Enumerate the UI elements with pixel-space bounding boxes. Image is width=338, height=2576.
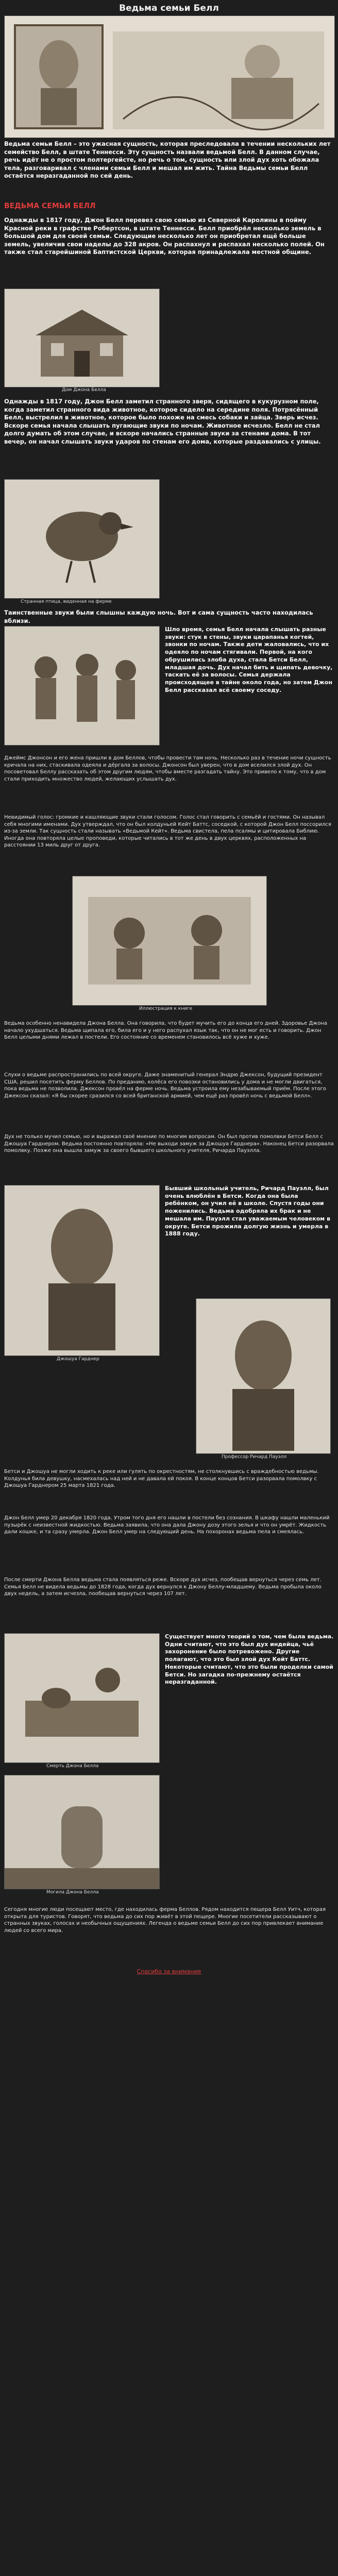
section8-paragraph2: Джон Белл умер 20 декабря 1820 года. Утром того дня его нашли в постели без сознания. В шкафу нашли маленький пузырёк с неизвестной жидкостью. Ведьма заявила, что она дала Джону дозу этого зелья и что он умрёт. Жидкость дали кошке, и та сразу умерла. Джон Белл умер на следующий день. На похоронах ведьма пела и смеялась. bbox=[4, 1515, 330, 1535]
section6-paragraph: Слухи о ведьме распространились по всей округе. Даже знаменитый генерал Эндрю Джексон, будущий президент США, решил посетить ферму Беллов. По преданию, колёса его повозки остановились у дома и не могли двигаться, пока ведьма не позволила. Джексон провёл на ферме ночь. Ведьма устроила ему незабываемый приём. После этого Джексон сказал: «Я бы скорее сразился со всей британской армией, чем ещё раз провёл ночь с ведьмой Белл». bbox=[4, 1072, 326, 1099]
gardner-portrait bbox=[4, 1185, 160, 1356]
section-heading: ВЕДЬМА СЕМЬИ БЕЛЛ bbox=[4, 202, 96, 210]
section7-float: Бывший школьный учитель, Ричард Пауэлл, был очень влюблён в Бетси. Когда она была ребёнком, он учил её в школе. Спустя годы они поженились. Ведьма одобряла их брак и не мешала им. Пауэлл стал уважаемым человеком в округе. Бетси прожила долгую жизнь и умерла в 1888 году. bbox=[165, 1185, 331, 1238]
thanks-link[interactable]: Спасибо за внимание bbox=[137, 1968, 201, 1975]
section2-paragraph: Однажды в 1817 году, Джон Белл заметил странного зверя, сидящего в кукурузном поле, когда заметил странного вида животное, которое сидело на середине поля. Потрясённый Белл, выстрелил в животное, которое было похоже на смесь собаки и зайца. Зверь исчез. Вскоре семья начала слышать пугающие звуки по ночам. Животное исчезло. Белл не стал долго думать об этом случае, и вскоре начались странные звуки за стенами дома. В тот вечер, он начал слышать звуки ударов по стенам его дома, которые раздавались с улицы. bbox=[4, 398, 321, 445]
section3-float: Шло время, семья Белл начала слышать разные звуки: стук в стены, звуки царапанья когтей, звонки по ночам. Также дети жаловались, что их одеяло по ночам стягивали. Первой, на кого обрушилась злоба духа, стала Бетси Белл, младшая дочь. Дух начал бить и щипать девочку, таскать её за волосы. Семья держала происходящее в тайне около года, но затем Джон Белл рассказал всё своему соседу. bbox=[165, 626, 333, 693]
bird-caption: Странная птица, виденная на ферме bbox=[21, 599, 112, 604]
engraving-caption: Иллюстрация к книге bbox=[139, 1006, 193, 1011]
page-title: Ведьма семьи Белл bbox=[119, 3, 219, 13]
grave-illustration bbox=[4, 1775, 160, 1889]
death-illustration bbox=[4, 1633, 160, 1763]
section8-paragraph: Бетси и Джошуа не могли ходить к реке или гулять по окрестностям, не столкнувшись с враждебностью ведьмы. Колдунья била девушку, насмехалась над ней и не давала ей покоя. В конце концов Бетси разорвала помолвку с Джошуа Гарднером 25 марта 1821 года. bbox=[4, 1469, 319, 1488]
family-illustration bbox=[4, 626, 160, 745]
hero-illustration bbox=[4, 15, 335, 138]
powell-portrait bbox=[196, 1298, 331, 1454]
death-caption: Смерть Джона Белла bbox=[46, 1764, 99, 1769]
section3-below: Джеймс Джонсон и его жена пришли в дом Беллов, чтобы провести там ночь. Несколько раз в течение ночи сущность кричала на них, стаскивала одеяла и дёргала за волосы. Джонсон был уверен, что в дом вселился злой дух. Он посоветовал Беллу рассказать об этом другим людям, чтобы вместе разгадать тайну. Это привело к тому, что в дом стали приходить множество людей, желающих услышать дух. bbox=[4, 755, 331, 782]
section9-float: Существует много теорий о том, чем была ведьма. Одни считают, что это был дух индейца, чьё захоронение было потревожено. Другие полагают, что это был злой дух Кейт Баттс. Некоторые считают, что это были проделки самой Бетси. Но загадка по-прежнему остаётся неразгаданной. bbox=[165, 1633, 334, 1686]
section8-paragraph3: После смерти Джона Белла ведьма стала появляться реже. Вскоре дух исчез, пообещав вернуться через семь лет. Семья Белл не видела ведьмы до 1828 года, когда дух вернулся к Джону Беллу-младшему. Ведьма пробыла около двух недель, а затем исчезла, пообещав вернуться через 107 лет. bbox=[4, 1577, 322, 1597]
gardner-caption: Джошуа Гарднер bbox=[57, 1357, 99, 1362]
intro-paragraph: Ведьма семьи Белл – это ужасная сущность, которая преследовала в течении нескольких лет семейство Белл, в штате Теннесси. Эту сущность назвали ведьмой Белл. В данном случае, речь идёт не о простом полтергейсте, но речь о том, сущность или злой дух хоть обожала тела, разговаривал с членами семьи Белл и мешал им жить. Тайна Ведьмы семьи Белл остаётся неразгаданной по сей день. bbox=[4, 140, 331, 180]
bell-house-caption: Дом Джона Белла bbox=[62, 387, 106, 393]
section3-intro: Таинственные звуки были слышны каждую ночь. Вот и сама сущность часто находилась вблизи. bbox=[4, 609, 313, 624]
section5-paragraph: Ведьма особенно ненавидела Джона Белла. Она говорила, что будет мучить его до конца его дней. Здоровье Джона начало ухудшаться. Ведьма щипала его, била его и у него распухал язык так, что он не мог есть и говорить. Джон Белл целыми днями лежал в постели. Его состояние со временем становилось всё хуже и хуже. bbox=[4, 1021, 327, 1040]
section1-paragraph: Однажды в 1817 году, Джон Белл перевез свою семью из Северной Каролины в пойму Красной реки в графстве Робертсон, в штате Теннесси. Белл приобрёл несколько земель в большой дом для своей семьи. Следующие несколько лет он приобретал ещё больше земель, увеличив свои наделы до 328 акров. Он распахнул и распахал несколько полей. Он также стал старейшиной Баптистской Церкви, которая принадлежала местной общине. bbox=[4, 216, 325, 256]
final-paragraph: Сегодня многие люди посещают место, где находилась ферма Беллов. Рядом находится пещера Белл Уитч, которая открыта для туристов. Говорят, что ведьма до сих пор живёт в этой пещере. Многие посетители рассказывают о странных звуках, голосах и необычных ощущениях. Легенда о ведьме семьи Белл до сих пор привлекает внимание людей со всего мира. bbox=[4, 1907, 326, 1934]
powell-caption: Профессор Ричард Пауэлл bbox=[222, 1454, 287, 1460]
bird-illustration bbox=[4, 479, 160, 599]
grave-caption: Могила Джона Белла bbox=[46, 1890, 99, 1895]
section4-paragraph: Невидимый голос: громкие и кашляющие звуки стали голосом. Голос стал говорить с семьёй и гостями. Он называл себя многими именами. Дух утверждал, что он был колдуньей Кейт Баттс, соседкой, с которой Джон Белл поссорился из-за земли. Так сущность стали называть «Ведьмой Кейт». Ведьма свистела, пела псалмы и цитировала Библию. Иногда она повторяла целые проповеди, которые читались в тот же день в двух церквях, расположенных на расстоянии 13 миль друг от друга. bbox=[4, 815, 331, 848]
engraving-illustration bbox=[72, 876, 267, 1006]
section7-paragraph: Дух не только мучил семью, но и выражал своё мнение по многим вопросам. Он был против помолвки Бетси Белл с Джошуа Гарднером. Ведьма постоянно повторяла: «Не выходи замуж за Джошуа Гарднера». Наконец Бетси разорвала помолвку. Позже она вышла замуж за своего бывшего школьного учителя, Ричарда Пауэлла. bbox=[4, 1134, 334, 1154]
bell-house-photo bbox=[4, 289, 160, 387]
